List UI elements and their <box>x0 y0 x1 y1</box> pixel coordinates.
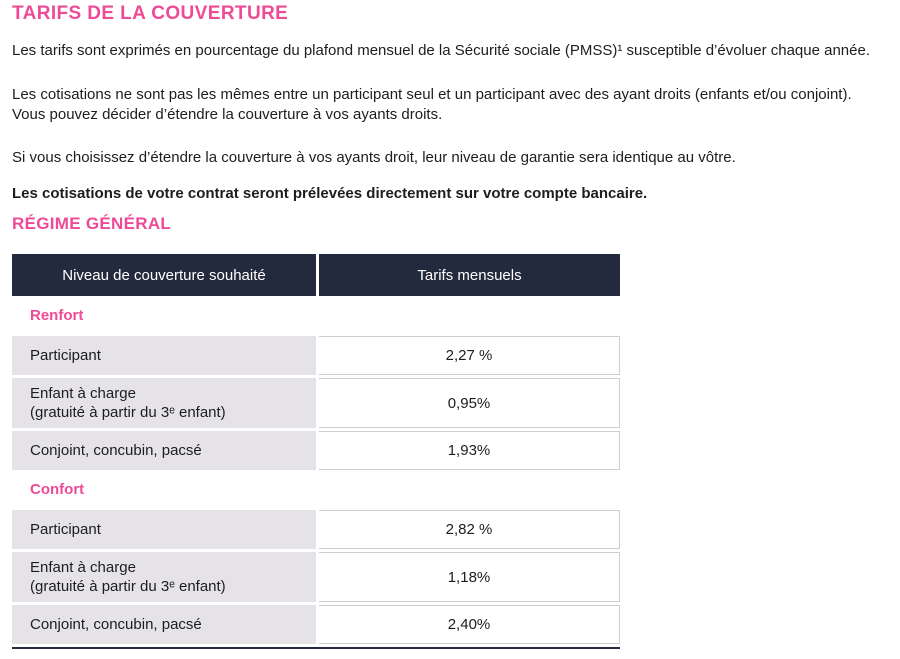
table-header-coverage-level: Niveau de couverture souhaité <box>12 254 316 296</box>
paragraph-line: Si vous choisissez d’étendre la couverture à vos ayants droit, leur niveau de garantie sera identique au vôtre. <box>12 149 736 166</box>
row-sublabel: (gratuité à partir du 3ᵉ enfant) <box>30 404 226 421</box>
group-label-confort: Confort <box>30 481 85 498</box>
row-value-cell: 1,93% <box>319 431 620 470</box>
row-value-cell: 2,82 % <box>319 510 620 549</box>
section-title-regime-general: RÉGIME GÉNÉRAL <box>12 214 172 233</box>
row-label: Participant <box>30 347 101 364</box>
row-label: Conjoint, concubin, pacsé <box>30 442 202 459</box>
row-value-cell: 0,95% <box>319 378 620 428</box>
table-row <box>12 552 620 602</box>
tariff-table <box>12 254 620 649</box>
row-label: Conjoint, concubin, pacsé <box>30 616 202 633</box>
row-label: Enfant à charge <box>30 559 136 576</box>
row-sublabel: (gratuité à partir du 3ᵉ enfant) <box>30 578 226 595</box>
intro-paragraph-cotisations <box>12 85 888 125</box>
paragraph-line: Vous pouvez décider d’étendre la couverture à vos ayants droits. <box>12 106 443 123</box>
group-label-renfort: Renfort <box>30 307 84 324</box>
table-row <box>12 605 620 644</box>
table-row <box>12 336 620 375</box>
row-label-cell <box>12 605 316 644</box>
row-value-cell: 1,18% <box>319 552 620 602</box>
table-header-row <box>12 254 620 296</box>
row-label: Enfant à charge <box>30 385 136 402</box>
row-label-cell <box>12 378 316 428</box>
table-row <box>12 378 620 428</box>
row-label-cell <box>12 552 316 602</box>
paragraph-line: Les tarifs sont exprimés en pourcentage du plafond mensuel de la Sécurité sociale (PMSS)¹ susceptible d’évoluer chaque année. <box>12 42 870 59</box>
paragraph-line: Les cotisations de votre contrat seront prélevées directement sur votre compte bancaire. <box>12 185 648 202</box>
table-row <box>12 431 620 470</box>
page-title: TARIFS DE LA COUVERTURE <box>12 3 289 24</box>
row-label: Participant <box>30 521 101 538</box>
row-label-cell <box>12 510 316 549</box>
intro-paragraph-prelevement-bold <box>12 184 888 204</box>
row-label-cell <box>12 336 316 375</box>
intro-paragraph-extension <box>12 148 888 168</box>
row-value-cell: 2,40% <box>319 605 620 644</box>
paragraph-line: Les cotisations ne sont pas les mêmes entre un participant seul et un participant avec des ayant droits (enfants et/ou conjoint). <box>12 86 852 103</box>
table-header-monthly-tariffs: Tarifs mensuels <box>319 254 620 296</box>
row-value-cell: 2,27 % <box>319 336 620 375</box>
intro-paragraph-pmss <box>12 41 888 61</box>
row-label-cell <box>12 431 316 470</box>
table-bottom-rule <box>12 647 620 649</box>
table-row <box>12 510 620 549</box>
